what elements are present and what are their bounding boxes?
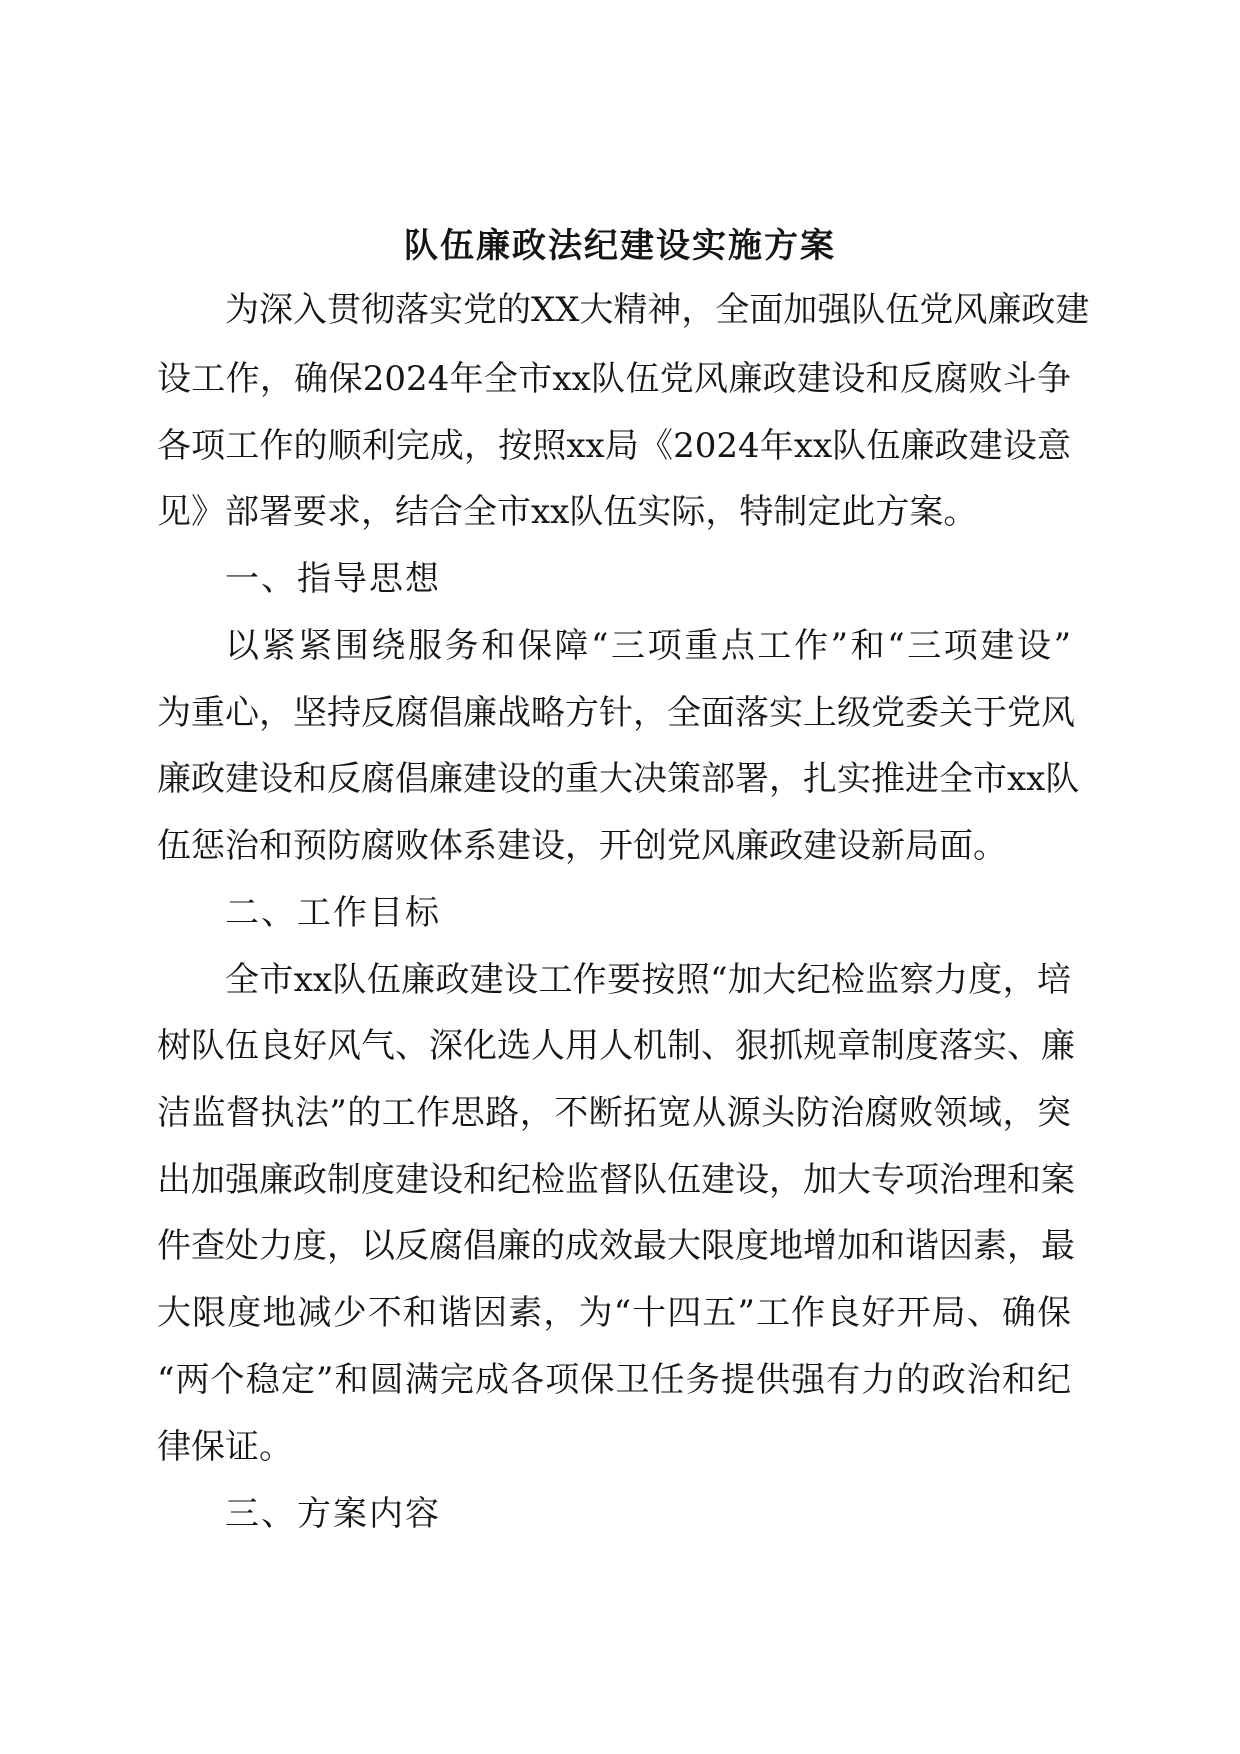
section-heading-plan-content: 三、方案内容 [225, 1494, 441, 1534]
section1-line-1: 以紧紧围绕服务和保障“三项重点工作”和“三项建设” [225, 626, 1071, 666]
document-title: 队伍廉政法纪建设实施方案 [404, 226, 836, 266]
section2-line-8: 律保证。 [157, 1427, 293, 1467]
section2-line-5: 件查处力度，以反腐倡廉的成效最大限度地增加和谐因素，最 [157, 1226, 1075, 1266]
section2-line-1: 全市xx队伍廉政建设工作要按照“加大纪检监察力度，培 [225, 960, 1071, 1000]
section2-line-4: 出加强廉政制度建设和纪检监督队伍建设，加大专项治理和案 [157, 1160, 1075, 1200]
section2-line-3: 洁监督执法”的工作思路，不断拓宽从源头防治腐败领域，突 [157, 1093, 1071, 1133]
section1-line-3: 廉政建设和反腐倡廉建设的重大决策部署，扎实推进全市xx队 [157, 759, 1080, 799]
section-heading-work-goals: 二、工作目标 [225, 893, 441, 933]
section1-line-4: 伍惩治和预防腐败体系建设，开创党风廉政建设新局面。 [157, 826, 1007, 866]
section-heading-guiding-ideology: 一、指导思想 [225, 559, 441, 599]
section2-line-6: 大限度地减少不和谐因素，为“十四五”工作良好开局、确保 [157, 1293, 1071, 1333]
section1-line-2: 为重心，坚持反腐倡廉战略方针，全面落实上级党委关于党风 [157, 693, 1075, 733]
intro-line-3: 各项工作的顺利完成，按照xx局《2024年xx队伍廉政建设意 [157, 426, 1071, 466]
intro-line-1: 为深入贯彻落实党的XX大精神，全面加强队伍党风廉政建 [225, 290, 1090, 330]
intro-line-4: 见》部署要求，结合全市xx队伍实际，特制定此方案。 [157, 492, 978, 532]
section2-line-7: “两个稳定”和圆满完成各项保卫任务提供强有力的政治和纪 [157, 1360, 1071, 1400]
section2-line-2: 树队伍良好风气、深化选人用人机制、狠抓规章制度落实、廉 [157, 1026, 1075, 1066]
intro-line-2: 设工作，确保2024年全市xx队伍党风廉政建设和反腐败斗争 [157, 359, 1071, 399]
